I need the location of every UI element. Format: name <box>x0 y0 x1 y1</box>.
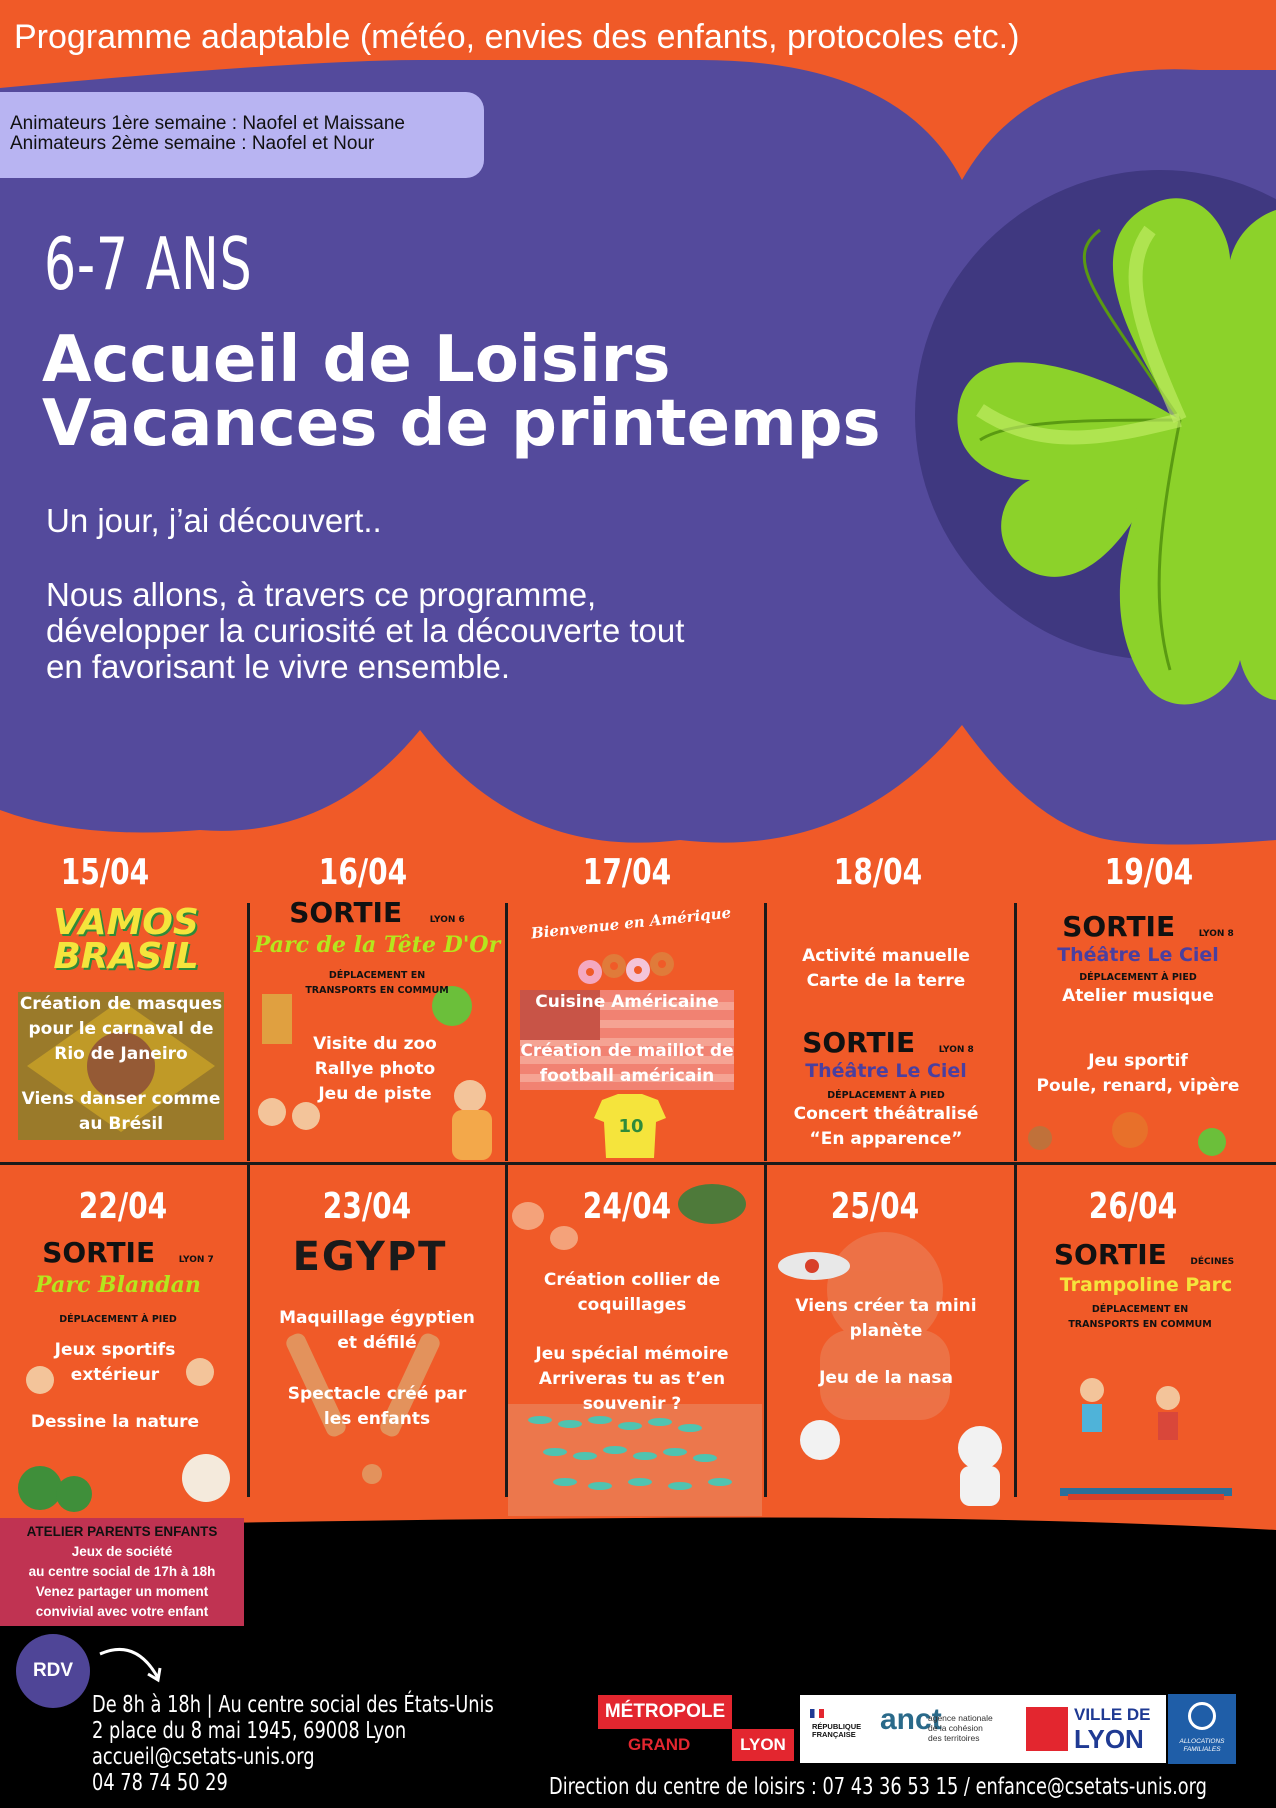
phone-number[interactable]: 04 78 74 50 29 <box>92 1770 228 1796</box>
activity-line: Jeu de la nasa <box>819 1368 953 1388</box>
place-name: Trampoline Parc <box>1059 1274 1233 1296</box>
trampoline-icon <box>1060 1488 1232 1500</box>
sortie-label: SORTIE <box>42 1236 156 1269</box>
grid-divider <box>247 1165 250 1497</box>
workshop-line: au centre social de 17h à 18h <box>28 1564 216 1579</box>
location-tag: LYON 7 <box>178 1255 214 1265</box>
activity-line: Atelier musique <box>1062 986 1214 1006</box>
description-text <box>46 577 826 685</box>
activity-line: Arriveras tu as t’en <box>538 1369 726 1389</box>
turtle-icon <box>678 1184 746 1224</box>
program-notice: Programme adaptable (météo, envies des enfants, protocoles etc.) <box>14 18 1020 56</box>
age-range: 6-7 ANS <box>44 222 253 306</box>
caf-line: ALLOCATIONS <box>1179 1738 1225 1745</box>
grid-divider <box>505 1165 508 1497</box>
place-name: Parc de la Tête D'Or <box>253 932 501 958</box>
date-24-04: 24/04 <box>582 1186 672 1227</box>
date-19-04: 19/04 <box>1104 852 1194 893</box>
activity-line: Concert théâtralisé <box>793 1104 979 1124</box>
activity-line: Dessine la nature <box>30 1412 200 1432</box>
day-24-04-activities <box>512 1268 752 1417</box>
parent-child-workshop <box>0 1518 244 1626</box>
place-name: Parc Blandan <box>35 1272 201 1298</box>
egypt-logo: EGYPT <box>292 1234 448 1280</box>
jersey-number: 10 <box>618 1116 644 1137</box>
sortie-label: SORTIE <box>289 896 403 929</box>
grid-divider <box>1014 1165 1017 1497</box>
day-16-04-activities <box>252 1032 498 1107</box>
transport-info: DÉPLACEMENT À PIED <box>1079 972 1197 983</box>
description-line2: développer la curiosité et la découverte tout <box>46 612 685 649</box>
america-banner: Bienvenue en Amérique <box>530 903 732 943</box>
date-25-04: 25/04 <box>830 1186 920 1227</box>
date-17-04: 17/04 <box>582 852 672 893</box>
metropole-text: MÉTROPOLE <box>598 1695 732 1729</box>
grid-divider <box>764 1165 767 1497</box>
place-name: Théâtre Le Ciel <box>805 1060 967 1082</box>
title-line1: Accueil de Loisirs <box>42 323 671 397</box>
activity-line: Rallye photo <box>314 1059 436 1079</box>
activity-line: et défilé <box>337 1333 417 1353</box>
director-contact[interactable]: Direction du centre de loisirs : 07 43 36 53 15 / enfance@csetats-unis.org <box>549 1774 1207 1800</box>
activity-line: Création de masques <box>19 994 223 1014</box>
activity-line: Jeux sportifs <box>54 1340 176 1360</box>
activity-line: Jeu sportif <box>1088 1051 1188 1071</box>
activity-line: Jeu de piste <box>318 1084 432 1104</box>
animators-week1: Animateurs 1ère semaine : Naofel et Maissane <box>10 113 405 134</box>
anct-line: des territoires <box>928 1733 980 1743</box>
activity-line: Création collier de <box>543 1270 721 1290</box>
transport-info <box>252 968 502 998</box>
ville-line: LYON <box>1074 1724 1144 1754</box>
transport-line: DÉPLACEMENT EN <box>328 970 426 981</box>
title-line2: Vacances de printemps <box>42 387 881 461</box>
vamos-brasil-logo: VAMOS BRASIL <box>53 902 199 977</box>
day-18-04-morning <box>770 944 1002 994</box>
activity-line: coquillages <box>577 1295 687 1315</box>
anct-line: de la cohésion <box>928 1723 983 1733</box>
meeting-info <box>92 1692 494 1796</box>
caf-logo <box>1168 1694 1236 1764</box>
activity-line: Visite du zoo <box>313 1034 437 1054</box>
ville-line: VILLE DE <box>1074 1705 1151 1724</box>
place-name: Théâtre Le Ciel <box>1057 944 1219 966</box>
activity-line: Activité manuelle <box>802 946 970 966</box>
anct-logo: anct <box>880 1703 942 1736</box>
workshop-title: ATELIER PARENTS ENFANTS <box>26 1524 218 1539</box>
workshop-line: Venez partager un moment <box>35 1584 209 1599</box>
description-line1: Nous allons, à travers ce programme, <box>46 576 597 613</box>
grid-divider <box>0 1162 1276 1165</box>
rocket-icon <box>778 1252 850 1280</box>
street-address: 2 place du 8 mai 1945, 69008 Lyon <box>92 1718 407 1744</box>
ville-de-lyon-logo <box>1074 1703 1151 1754</box>
day-25-04-activities <box>770 1294 1002 1391</box>
day-16-04-outing <box>252 896 502 929</box>
activity-line: Cuisine Américaine <box>535 992 719 1012</box>
activity-line: au Brésil <box>78 1114 164 1134</box>
activity-line: Spectacle créé par <box>287 1384 467 1404</box>
sortie-label: SORTIE <box>802 1026 916 1059</box>
grand-text: GRAND <box>628 1735 691 1754</box>
activity-line: les enfants <box>323 1409 431 1429</box>
animators-box <box>0 92 484 178</box>
workshop-line: Jeux de société <box>71 1544 173 1559</box>
activity-line: souvenir ? <box>582 1394 682 1414</box>
activity-line: Jeu spécial mémoire <box>535 1344 729 1364</box>
workshop-line: convivial avec votre enfant <box>35 1604 209 1619</box>
intro-text: Un jour, j’ai découvert.. <box>46 502 382 539</box>
transport-info <box>1030 1302 1250 1332</box>
activity-line: planète <box>849 1321 923 1341</box>
location-tag: DÉCINES <box>1190 1257 1235 1267</box>
date-26-04: 26/04 <box>1088 1186 1178 1227</box>
rf-line: FRANÇAISE <box>812 1730 856 1739</box>
day-19-04-outing <box>1024 910 1272 943</box>
activity-line: pour le carnaval de <box>28 1019 214 1039</box>
date-22-04: 22/04 <box>78 1186 168 1227</box>
activity-line: Maquillage égyptien <box>279 1308 475 1328</box>
partner-logos <box>800 1695 1166 1763</box>
activity-line: Création de maillot de <box>520 1041 734 1061</box>
caf-text <box>1168 1738 1236 1754</box>
day-22-04-outing <box>20 1236 236 1269</box>
rdv-badge: RDV <box>16 1634 90 1708</box>
day-22-04-activities <box>10 1338 220 1435</box>
activity-line: extérieur <box>70 1365 160 1385</box>
transport-info: DÉPLACEMENT À PIED <box>59 1314 177 1325</box>
activity-line: Carte de la terre <box>806 971 966 991</box>
animators-week2: Animateurs 2ème semaine : Naofel et Nour <box>10 133 375 154</box>
transport-line: TRANSPORTS EN COMMUM <box>1068 1319 1212 1330</box>
anct-line: agence nationale <box>928 1713 993 1723</box>
transport-info: DÉPLACEMENT À PIED <box>827 1090 945 1101</box>
activity-line: “En apparence” <box>809 1129 963 1149</box>
activity-line: football américain <box>539 1066 715 1086</box>
activity-line: Rio de Janeiro <box>54 1044 188 1064</box>
description-line3: en favorisant le vivre ensemble. <box>46 648 511 685</box>
transport-line: TRANSPORTS EN COMMUM <box>305 985 449 996</box>
activity-line: Poule, renard, vipère <box>1036 1076 1240 1096</box>
date-15-04: 15/04 <box>60 852 150 893</box>
hours-address: De 8h à 18h | Au centre social des États-Unis <box>92 1692 494 1718</box>
republique-logo <box>812 1723 861 1739</box>
day-18-04-outing <box>780 1026 996 1059</box>
day-15-04-activities <box>10 992 232 1137</box>
rf-line: RÉPUBLIQUE <box>812 1722 862 1731</box>
day-19-04-activities <box>1020 984 1256 1099</box>
location-tag: LYON 8 <box>938 1045 974 1055</box>
lyon-text: LYON <box>732 1729 794 1761</box>
day-17-04-activities <box>512 990 742 1089</box>
date-16-04: 16/04 <box>318 852 408 893</box>
grid-divider <box>764 903 767 1161</box>
email-link[interactable]: accueil@csetats-unis.org <box>92 1744 315 1770</box>
day-26-04-outing <box>1024 1238 1264 1271</box>
day-23-04-activities <box>254 1306 500 1432</box>
grid-divider <box>505 903 508 1161</box>
anct-text <box>928 1713 993 1743</box>
arrow-icon <box>96 1640 166 1690</box>
metropole-logo <box>598 1695 786 1761</box>
transport-line: DÉPLACEMENT EN <box>1091 1304 1189 1315</box>
sortie-label: SORTIE <box>1053 1238 1167 1271</box>
caf-line: FAMILIALES <box>1183 1746 1221 1753</box>
location-tag: LYON 8 <box>1198 929 1234 939</box>
page-title <box>42 323 881 461</box>
location-tag: LYON 6 <box>429 915 465 925</box>
date-18-04: 18/04 <box>833 852 923 893</box>
activity-line: Viens créer ta mini <box>795 1296 977 1316</box>
date-23-04: 23/04 <box>322 1186 412 1227</box>
activity-line: Viens danser comme <box>21 1089 221 1109</box>
grid-divider <box>1014 903 1017 1161</box>
sortie-label: SORTIE <box>1062 910 1176 943</box>
grid-divider <box>247 903 250 1161</box>
day-18-04-activities <box>770 1102 1002 1152</box>
